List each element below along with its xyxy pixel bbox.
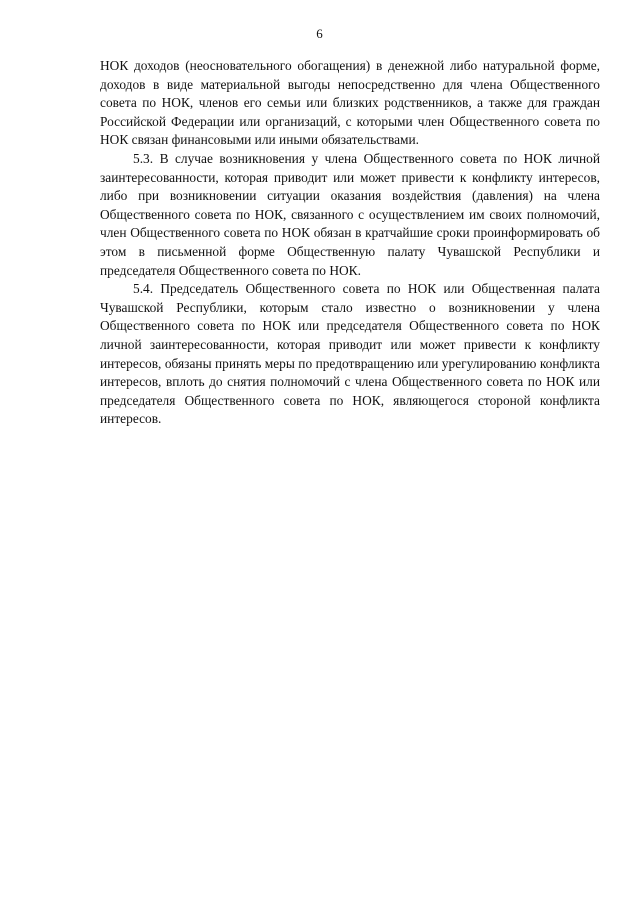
paragraph-5-3: 5.3. В случае возникновения у члена Общественного совета по НОК личной заинтересованности, которая приводит или может привести к конфликту интересов, либо при возникновении ситуации оказания воздействия (давления) на члена Общественного совета по НОК, связанного с осуществлением им своих полномочий, член Общественного совета по НОК обязан в кратчайшие сроки проинформировать об этом в письменной форме Общественную палату Чувашской Республики и председателя Общественного совета по НОК. (100, 150, 600, 278)
page-number: 6 (316, 26, 323, 41)
paragraph-continuation: НОК доходов (неосновательного обогащения) в денежной либо натуральной форме, доходов в виде материальной выгоды непосредственно для члена Общественного совета по НОК, членов его семьи или близких родственников, а также для граждан Российской Федерации или организаций, с которыми член Общественного совета по НОК связан финансовыми или иными обязательствами. (100, 58, 600, 148)
document-body (100, 57, 600, 429)
paragraph-5-4: 5.4. Председатель Общественного совета по НОК или Общественная палата Чувашской Республики, которым стало известно о возникновении у члена Общественного совета по НОК или председателя Общественного совета по НОК личной заинтересованности, которая приводит или может привести к конфликту интересов, обязаны принять меры по предотвращению или урегулированию конфликта интересов, вплоть до снятия полномочий с члена Общественного совета по НОК или председателя Общественного совета по НОК, являющегося стороной конфликта интересов. (100, 281, 600, 427)
